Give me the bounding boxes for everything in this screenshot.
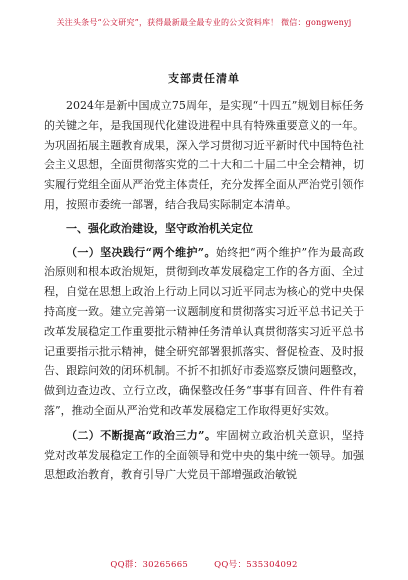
item-paragraph-2 [44,426,364,485]
item-text-2: 牢固树立政治机关意识，坚持党对改革发展稳定工作的全面领导和党中央的集中统一领导。加强思想政治教育，教育引导广大党员干部增强政治敏锐 [44,428,365,482]
intro-paragraph: 2024年是新中国成立75周年，是实现“十四五”规划目标任务的关键之年，是我国现代化建设进程中具有特殊重要意义的一年。为巩固拓展主题教育成果，深入学习贯彻习近平新时代中国特色社会主义思想，全面贯彻落实党的二十大和二十届二中全会精神，切实履行党组全面从严治党主体责任，充分发挥全面从严治党引领作用，按照市委统一部署，结合我局实际制定本清单。 [44,99,364,211]
section-heading: 一、强化政治建设，坚守政治机关定位 [66,221,253,235]
footer-qq: QQ号：535304092 [214,560,298,570]
header-banner: 关注头条号“公文研究”，获得最新最全最专业的公文资料库！ 微信：gongwenyj [56,18,352,27]
item-paragraph-1 [44,243,364,421]
footer-contact [0,558,408,570]
item-heading-2: （二）不断提高“政治三力”。 [66,428,217,442]
page-title: 支部责任清单 [168,72,240,85]
footer-qq-group: QQ群：30265665 [110,560,189,570]
item-heading-1: （一）坚决践行“两个维护”。 [66,245,216,259]
item-text-1: 始终把“两个维护”作为最高政治原则和根本政治规矩，贯彻到改革发展稳定工作的各方面、全过程，自觉在思想上政治上行动上同以习近平同志为核心的党中央保持高度一致。建立完善第一议题制度和贯彻落实习近平总书记关于改革发展稳定工作重要批示精神任务清单认真贯彻落实习近平总书记重要指示批示精神，健全研究部署狠抓落实、督促检查、及时报告、跟踪问效的闭环机制。不折不扣抓好市委巡察反馈问题整改，做到边查边改、立行立改，确保整改任务“事事有回音、件件有着落”，推动全面从严治党和改革发展稳定工作取得更好实效。 [44,245,364,417]
document-body [44,96,364,485]
